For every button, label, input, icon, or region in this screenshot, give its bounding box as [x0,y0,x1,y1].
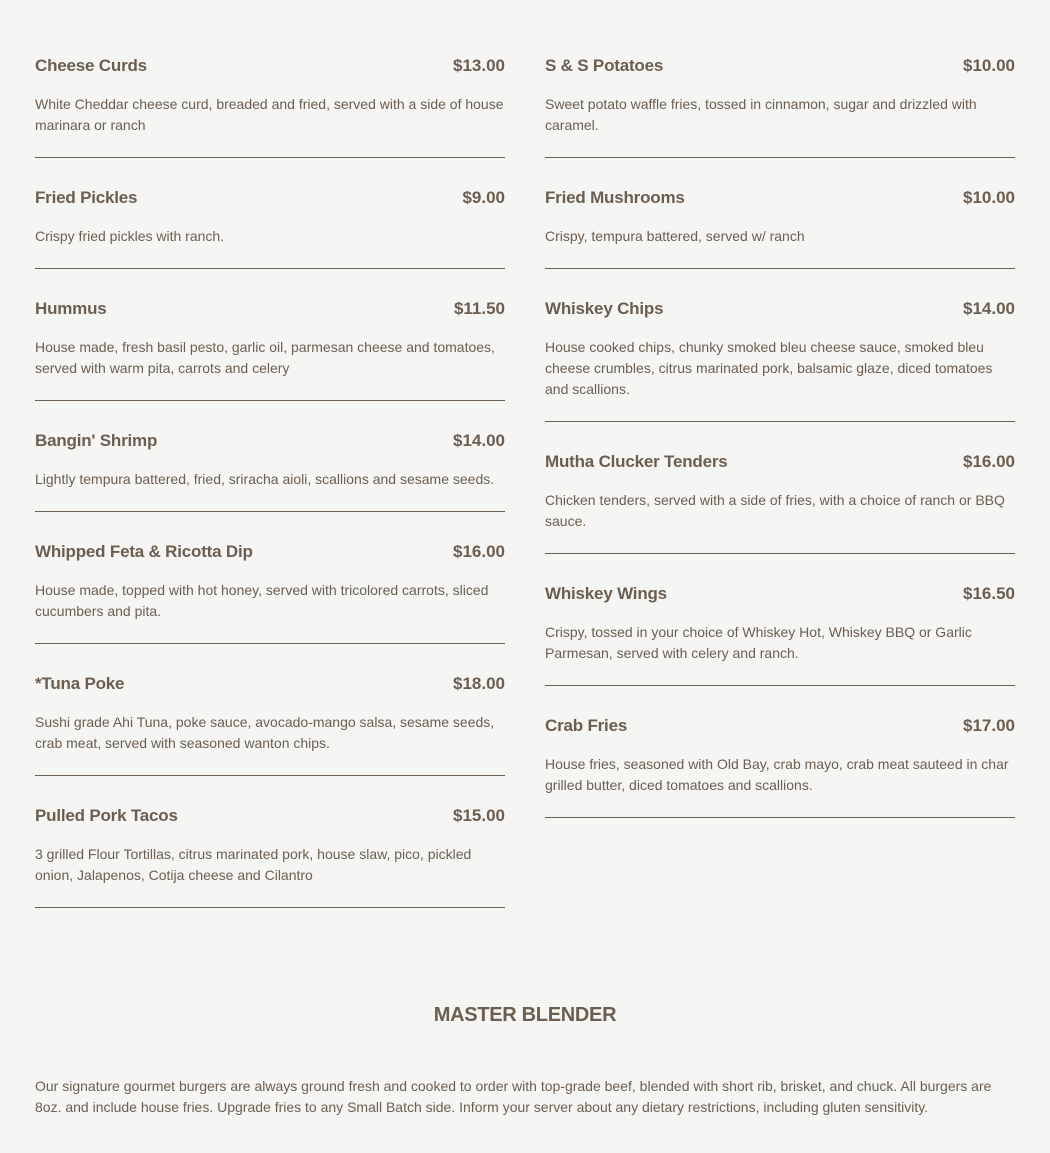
section-title: MASTER BLENDER [433,1004,617,1026]
item-price: $11.50 [453,299,505,318]
item-price: $16.50 [963,584,1015,603]
menu-item [35,790,505,908]
item-price: $15.00 [453,806,505,825]
menu-item [35,658,505,776]
item-description: House made, topped with hot honey, served with tricolored carrots, sliced cucumbers and pita. [35,582,489,619]
menu-item [545,700,1015,818]
item-name: Cheese Curds [35,56,147,75]
item-price: $14.00 [963,299,1015,318]
item-name: Crab Fries [545,716,628,735]
item-description: Crispy, tempura battered, served w/ ranch [545,228,805,244]
item-name: Fried Pickles [35,188,138,207]
menu-item [35,172,505,269]
item-name: Pulled Pork Tacos [35,806,178,825]
item-name: Whiskey Chips [545,299,664,318]
menu-column-right [545,40,1015,922]
item-name: Whiskey Wings [545,584,667,603]
menu-item [545,40,1015,158]
item-name: Bangin' Shrimp [35,431,158,450]
item-price: $17.00 [963,716,1015,735]
item-description: Crispy, tossed in your choice of Whiskey Hot, Whiskey BBQ or Garlic Parmesan, served with celery and ranch. [545,624,972,661]
menu-item [35,283,505,401]
item-price: $10.00 [963,188,1015,207]
item-name: Mutha Clucker Tenders [545,452,728,471]
item-description: Lightly tempura battered, fried, sriracha aioli, scallions and sesame seeds. [35,471,495,487]
item-description: Sushi grade Ahi Tuna, poke sauce, avocado-mango salsa, sesame seeds, crab meat, served with seasoned wanton chips. [35,714,495,751]
menu-item [545,568,1015,686]
menu-column-left [35,40,505,922]
item-name: S & S Potatoes [545,56,664,75]
item-name: Whipped Feta & Ricotta Dip [35,542,253,561]
item-price: $18.00 [453,674,505,693]
item-price: $16.00 [453,542,505,561]
item-description: House made, fresh basil pesto, garlic oil, parmesan cheese and tomatoes, served with warm pita, carrots and celery [35,339,495,376]
item-name: Fried Mushrooms [545,188,685,207]
item-description: House fries, seasoned with Old Bay, crab mayo, crab meat sauteed in char grilled butter, diced tomatoes and scallions. [545,756,1009,793]
item-price: $9.00 [462,188,505,207]
item-description: White Cheddar cheese curd, breaded and fried, served with a side of house marinara or ranch [35,96,504,133]
menu-item [545,436,1015,554]
item-price: $13.00 [453,56,505,75]
menu-item [35,415,505,512]
menu-item [545,283,1015,422]
menu-item [35,40,505,158]
item-description: Sweet potato waffle fries, tossed in cinnamon, sugar and drizzled with caramel. [545,96,977,133]
item-description: Crispy fried pickles with ranch. [35,228,225,244]
item-description: House cooked chips, chunky smoked bleu cheese sauce, smoked bleu cheese crumbles, citrus marinated pork, balsamic glaze, diced tomatoes and scallions. [545,339,993,397]
menu-item [35,526,505,644]
item-price: $14.00 [453,431,505,450]
item-description: 3 grilled Flour Tortillas, citrus marinated pork, house slaw, pico, pickled onion, Jalapenos, Cotija cheese and Cilantro [35,846,472,883]
section-description: Our signature gourmet burgers are always ground fresh and cooked to order with top-grade beef, blended with short rib, brisket, and chuck. All burgers are 8oz. and include house fries. Upgrade fries to any Small Batch side. Inform your server about any dietary restrictions, including gluten sensitivity. [35,1078,992,1115]
appetizer-menu [35,40,1015,922]
item-price: $10.00 [963,56,1015,75]
item-description: Chicken tenders, served with a side of fries, with a choice of ranch or BBQ sauce. [545,492,1005,529]
item-name: Hummus [35,299,107,318]
item-name: *Tuna Poke [35,674,125,693]
item-price: $16.00 [963,452,1015,471]
menu-item [545,172,1015,269]
